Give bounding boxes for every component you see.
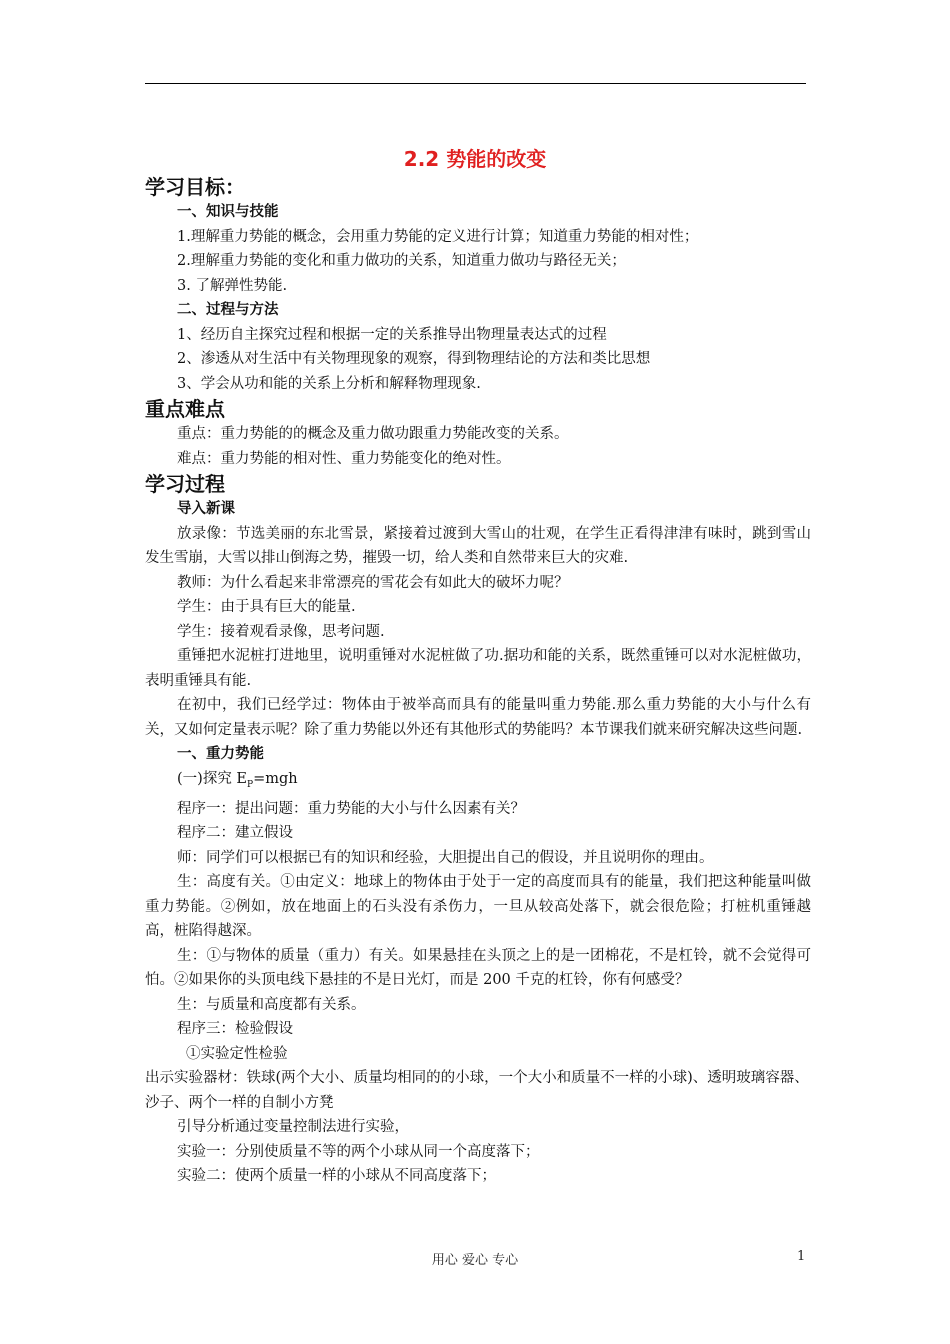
step-paragraph: 程序一：提出问题：重力势能的大小与什么因素有关？ xyxy=(177,800,525,817)
process-heading: 二、过程与方法 xyxy=(177,302,279,318)
gravity-heading: 一、重力势能 xyxy=(177,746,264,762)
document-body xyxy=(145,174,811,1189)
step-paragraph: 师：同学们可以根据已有的知识和经验，大胆提出自己的假设，并且说明你的理由。 xyxy=(177,849,714,866)
process-item: 3、学会从功和能的关系上分析和解释物理现象. xyxy=(177,375,481,392)
explore-suffix: =mgh xyxy=(253,770,298,787)
process-item: 1、经历自主探究过程和根据一定的关系推导出物理量表达式的过程 xyxy=(177,326,607,343)
process-item: 2、渗透从对生活中有关物理现象的观察，得到物理结论的方法和类比思想 xyxy=(177,351,651,367)
key-item: 难点：重力势能的相对性、重力势能变化的绝对性。 xyxy=(177,450,511,467)
step-paragraph: 生：高度有关。①由定义：地球上的物体由于处于一定的高度而具有的能量，我们把这种能量叫做重力势能。②例如，放在地面上的石头没有杀伤力，一旦从较高处落下，就会很危险；打桩机重锤越高，桩陷得越深。 xyxy=(145,874,811,940)
intro-paragraph: 学生：由于具有巨大的能量. xyxy=(177,599,356,615)
guide-item: 引导分析通过变量控制法进行实验， xyxy=(177,1119,409,1136)
intro-paragraph: 重锤把水泥桩打进地里，说明重锤对水泥桩做了功.据功和能的关系，既然重锤可以对水泥桩做功，表明重锤具有能. xyxy=(145,648,811,689)
qualitative-line: ①实验定性检验 xyxy=(186,1045,288,1062)
intro-paragraph: 放录像：节选美丽的东北雪景，紧接着过渡到大雪山的壮观，在学生正看得津津有味时，跳到雪山发生雪崩，大雪以排山倒海之势，摧毁一切，给人类和自然带来巨大的灾难. xyxy=(145,525,811,566)
explore-line xyxy=(145,767,811,797)
knowledge-heading: 一、知识与技能 xyxy=(177,204,279,220)
learning-heading: 学习过程 xyxy=(145,472,225,496)
explore-subscript: P xyxy=(247,779,254,790)
step-paragraph: 生：与质量和高度都有关系。 xyxy=(177,996,366,1013)
key-item: 重点：重力势能的的概念及重力做功跟重力势能改变的关系。 xyxy=(177,426,569,442)
header-rule xyxy=(145,83,806,84)
step-paragraph: 程序二：建立假设 xyxy=(177,825,293,842)
knowledge-item: 2.理解重力势能的变化和重力做功的关系，知道重力做功与路径无关； xyxy=(177,253,626,269)
knowledge-item: 1.理解重力势能的概念，会用重力势能的定义进行计算；知道重力势能的相对性； xyxy=(177,228,699,245)
materials-paragraph: 出示实验器材：铁球(两个大小、质量均相同的的小球，一个大小和质量不一样的小球)、透明玻璃容器、沙子、两个一样的自制小方凳 xyxy=(145,1070,809,1111)
key-heading: 重点难点 xyxy=(145,397,225,421)
page-title: 2.2 势能的改变 xyxy=(403,147,547,171)
knowledge-item: 3. 了解弹性势能. xyxy=(177,277,288,294)
intro-heading: 导入新课 xyxy=(177,501,235,517)
intro-paragraph: 教师：为什么看起来非常漂亮的雪花会有如此大的破坏力呢？ xyxy=(177,574,569,591)
intro-paragraph: 在初中，我们已经学过：物体由于被举高而具有的能量叫重力势能.那么重力势能的大小与什么有关，又如何定量表示呢？除了重力势能以外还有其他形式的势能吗？本节课我们就来研究解决这些问题. xyxy=(145,697,811,738)
intro-paragraph: 学生：接着观看录像，思考问题. xyxy=(177,623,385,640)
page-number: 1 xyxy=(797,1249,806,1264)
footer-motto: 用心 爱心 专心 xyxy=(431,1253,519,1268)
step-paragraph: 生：①与物体的质量（重力）有关。如果悬挂在头顶之上的是一团棉花，不是杠铃，就不会觉得可怕。②如果你的头顶电线下悬挂的不是日光灯，而是 200 千克的杠铃，你有何感受？ xyxy=(145,947,811,989)
step-paragraph: 程序三：检验假设 xyxy=(177,1021,293,1038)
explore-prefix: (一)探究 E xyxy=(177,770,248,787)
guide-item: 实验二：使两个质量一样的小球从不同高度落下； xyxy=(177,1168,496,1185)
goals-heading: 学习目标： xyxy=(145,175,245,199)
guide-item: 实验一：分别使质量不等的两个小球从同一个高度落下； xyxy=(177,1143,540,1160)
